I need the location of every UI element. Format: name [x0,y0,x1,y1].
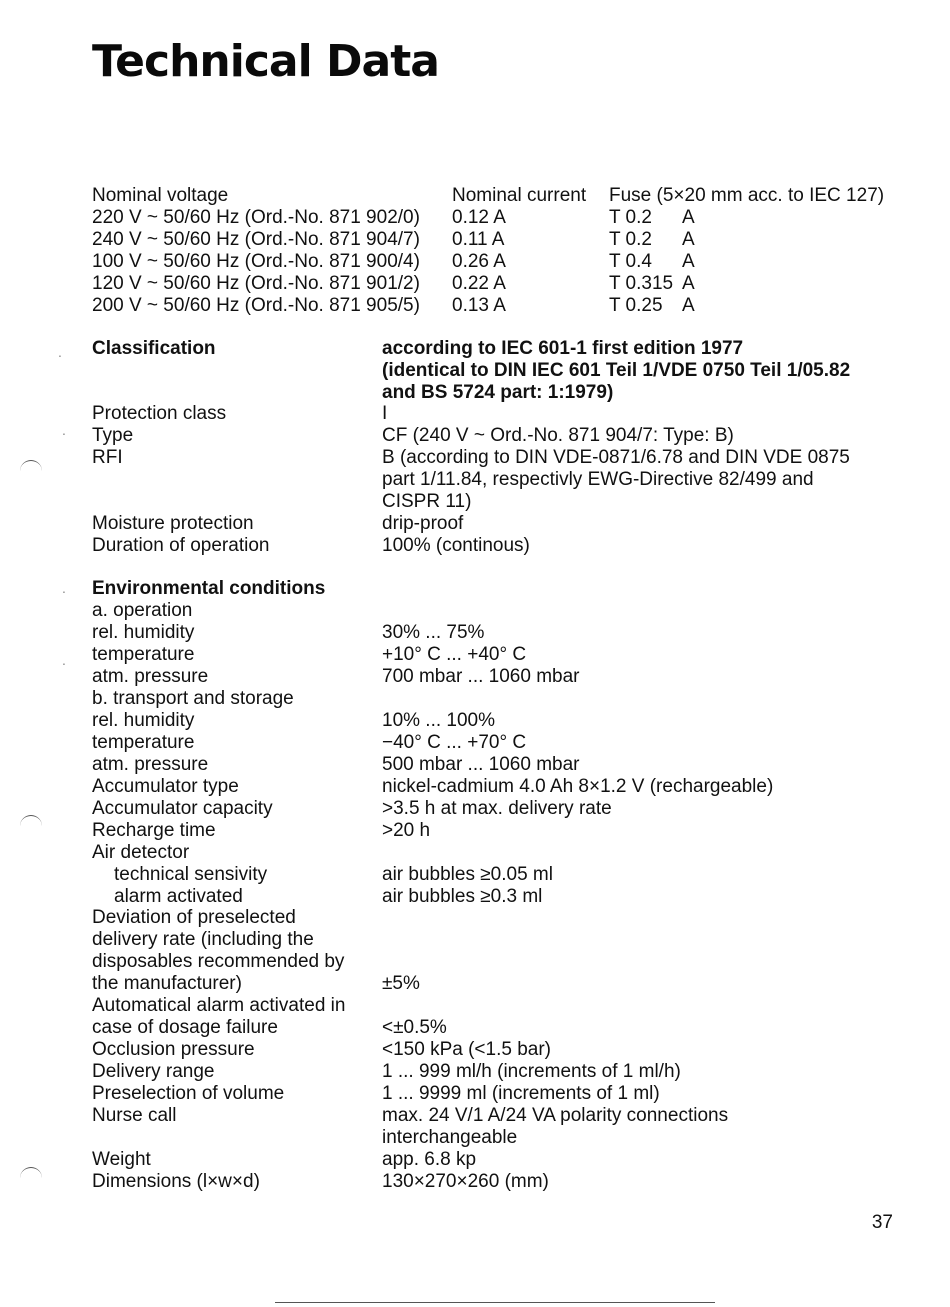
spec-value: 100% (continous) [382,535,530,556]
spec-label: the manufacturer) [92,973,242,994]
spec-value: drip-proof [382,513,464,534]
spec-value: −40° C ... +70° C [382,732,527,753]
spec-value: >20 h [382,820,431,841]
spec-value: I [382,403,388,424]
binder-hole-mark [20,460,42,471]
spec-label: temperature [92,644,195,665]
classification-heading: Classification [92,338,216,359]
spec-value: CF (240 V ~ Ord.-No. 871 904/7: Type: B) [382,425,734,446]
spec-label: Nurse call [92,1105,177,1126]
standard-line: and BS 5724 part: 1:1979) [382,382,614,403]
spec-value: +10° C ... +40° C [382,644,527,665]
spec-value: air bubbles ≥0.05 ml [382,864,553,885]
header-fuse: Fuse (5×20 mm acc. to IEC 127) [609,185,885,206]
current-cell: 0.12 A [452,207,506,228]
spec-value: B (according to DIN VDE-0871/6.78 and DIN VDE 0875 [382,447,850,468]
spec-label: temperature [92,732,195,753]
spec-value: ±5% [382,973,420,994]
spec-label: delivery rate (including the [92,929,314,950]
current-cell: 0.26 A [452,251,506,272]
fuse-unit-cell: A [682,273,695,294]
spec-value: CISPR 11) [382,491,472,512]
page-number: 37 [871,1212,893,1233]
spec-label: Dimensions (l×w×d) [92,1171,260,1192]
current-cell: 0.22 A [452,273,506,294]
spec-label: Weight [92,1149,151,1170]
spec-value: >3.5 h at max. delivery rate [382,798,612,819]
spec-label: Air detector [92,842,190,863]
spec-value: app. 6.8 kp [382,1149,477,1170]
scan-dot: . [62,580,66,596]
bottom-edge-line [275,1302,715,1303]
fuse-unit-cell: A [682,229,695,250]
current-cell: 0.11 A [452,229,505,250]
scan-dot: . [62,652,66,668]
spec-value: <150 kPa (<1.5 bar) [382,1039,551,1060]
voltage-cell: 120 V ~ 50/60 Hz (Ord.-No. 871 901/2) [92,273,420,294]
spec-label: RFI [92,447,123,468]
voltage-cell: 240 V ~ 50/60 Hz (Ord.-No. 871 904/7) [92,229,420,250]
spec-label: case of dosage failure [92,1017,278,1038]
spec-value: 500 mbar ... 1060 mbar [382,754,580,775]
environment-heading: Environmental conditions [92,578,326,599]
spec-label: Occlusion pressure [92,1039,255,1060]
spec-label: Automatical alarm activated in [92,995,346,1016]
voltage-cell: 100 V ~ 50/60 Hz (Ord.-No. 871 900/4) [92,251,420,272]
header-nominal-voltage: Nominal voltage [92,185,229,206]
spec-value: interchangeable [382,1127,518,1148]
spec-value: 1 ... 999 ml/h (increments of 1 ml/h) [382,1061,681,1082]
spec-label: Accumulator capacity [92,798,273,819]
spec-value: 1 ... 9999 ml (increments of 1 ml) [382,1083,660,1104]
spec-label: technical sensivity [114,864,268,885]
spec-label: rel. humidity [92,710,195,731]
fuse-cell: T 0.2 [609,207,652,228]
binder-hole-mark [20,1167,42,1178]
spec-label: alarm activated [114,886,243,907]
binder-hole-mark [20,815,42,826]
scan-dot: . [62,422,66,438]
spec-value: air bubbles ≥0.3 ml [382,886,543,907]
spec-value: 30% ... 75% [382,622,485,643]
standard-line: according to IEC 601-1 first edition 1977 [382,338,744,359]
fuse-cell: T 0.315 [609,273,674,294]
spec-label: atm. pressure [92,666,209,687]
spec-value: part 1/11.84, respectivly EWG-Directive 82/499 and [382,469,814,490]
spec-value: <±0.5% [382,1017,447,1038]
fuse-cell: T 0.4 [609,251,652,272]
fuse-cell: T 0.2 [609,229,652,250]
header-nominal-current: Nominal current [452,185,587,206]
spec-value: nickel-cadmium 4.0 Ah 8×1.2 V (rechargeable) [382,776,774,797]
spec-label: disposables recommended by [92,951,345,972]
fuse-unit-cell: A [682,295,695,316]
spec-label: Accumulator type [92,776,239,797]
spec-label: atm. pressure [92,754,209,775]
current-cell: 0.13 A [452,295,506,316]
spec-label: Delivery range [92,1061,215,1082]
spec-label: Type [92,425,134,446]
voltage-cell: 220 V ~ 50/60 Hz (Ord.-No. 871 902/0) [92,207,420,228]
spec-label: Moisture protection [92,513,254,534]
spec-value: 130×270×260 (mm) [382,1171,549,1192]
scan-dot: . [58,344,62,360]
voltage-cell: 200 V ~ 50/60 Hz (Ord.-No. 871 905/5) [92,295,420,316]
spec-label: rel. humidity [92,622,195,643]
standard-line: (identical to DIN IEC 601 Teil 1/VDE 0750 Teil 1/05.82 [382,360,851,381]
operation-label: a. operation [92,600,193,621]
fuse-unit-cell: A [682,207,695,228]
fuse-unit-cell: A [682,251,695,272]
spec-value: max. 24 V/1 A/24 VA polarity connections [382,1105,729,1126]
spec-label: Preselection of volume [92,1083,285,1104]
spec-label: Duration of operation [92,535,270,556]
fuse-cell: T 0.25 [609,295,663,316]
spec-label: Recharge time [92,820,216,841]
storage-label: b. transport and storage [92,688,294,709]
page-title: Technical Data [92,36,439,87]
spec-label: Deviation of preselected [92,907,296,928]
spec-label: Protection class [92,403,227,424]
spec-value: 700 mbar ... 1060 mbar [382,666,580,687]
spec-value: 10% ... 100% [382,710,496,731]
